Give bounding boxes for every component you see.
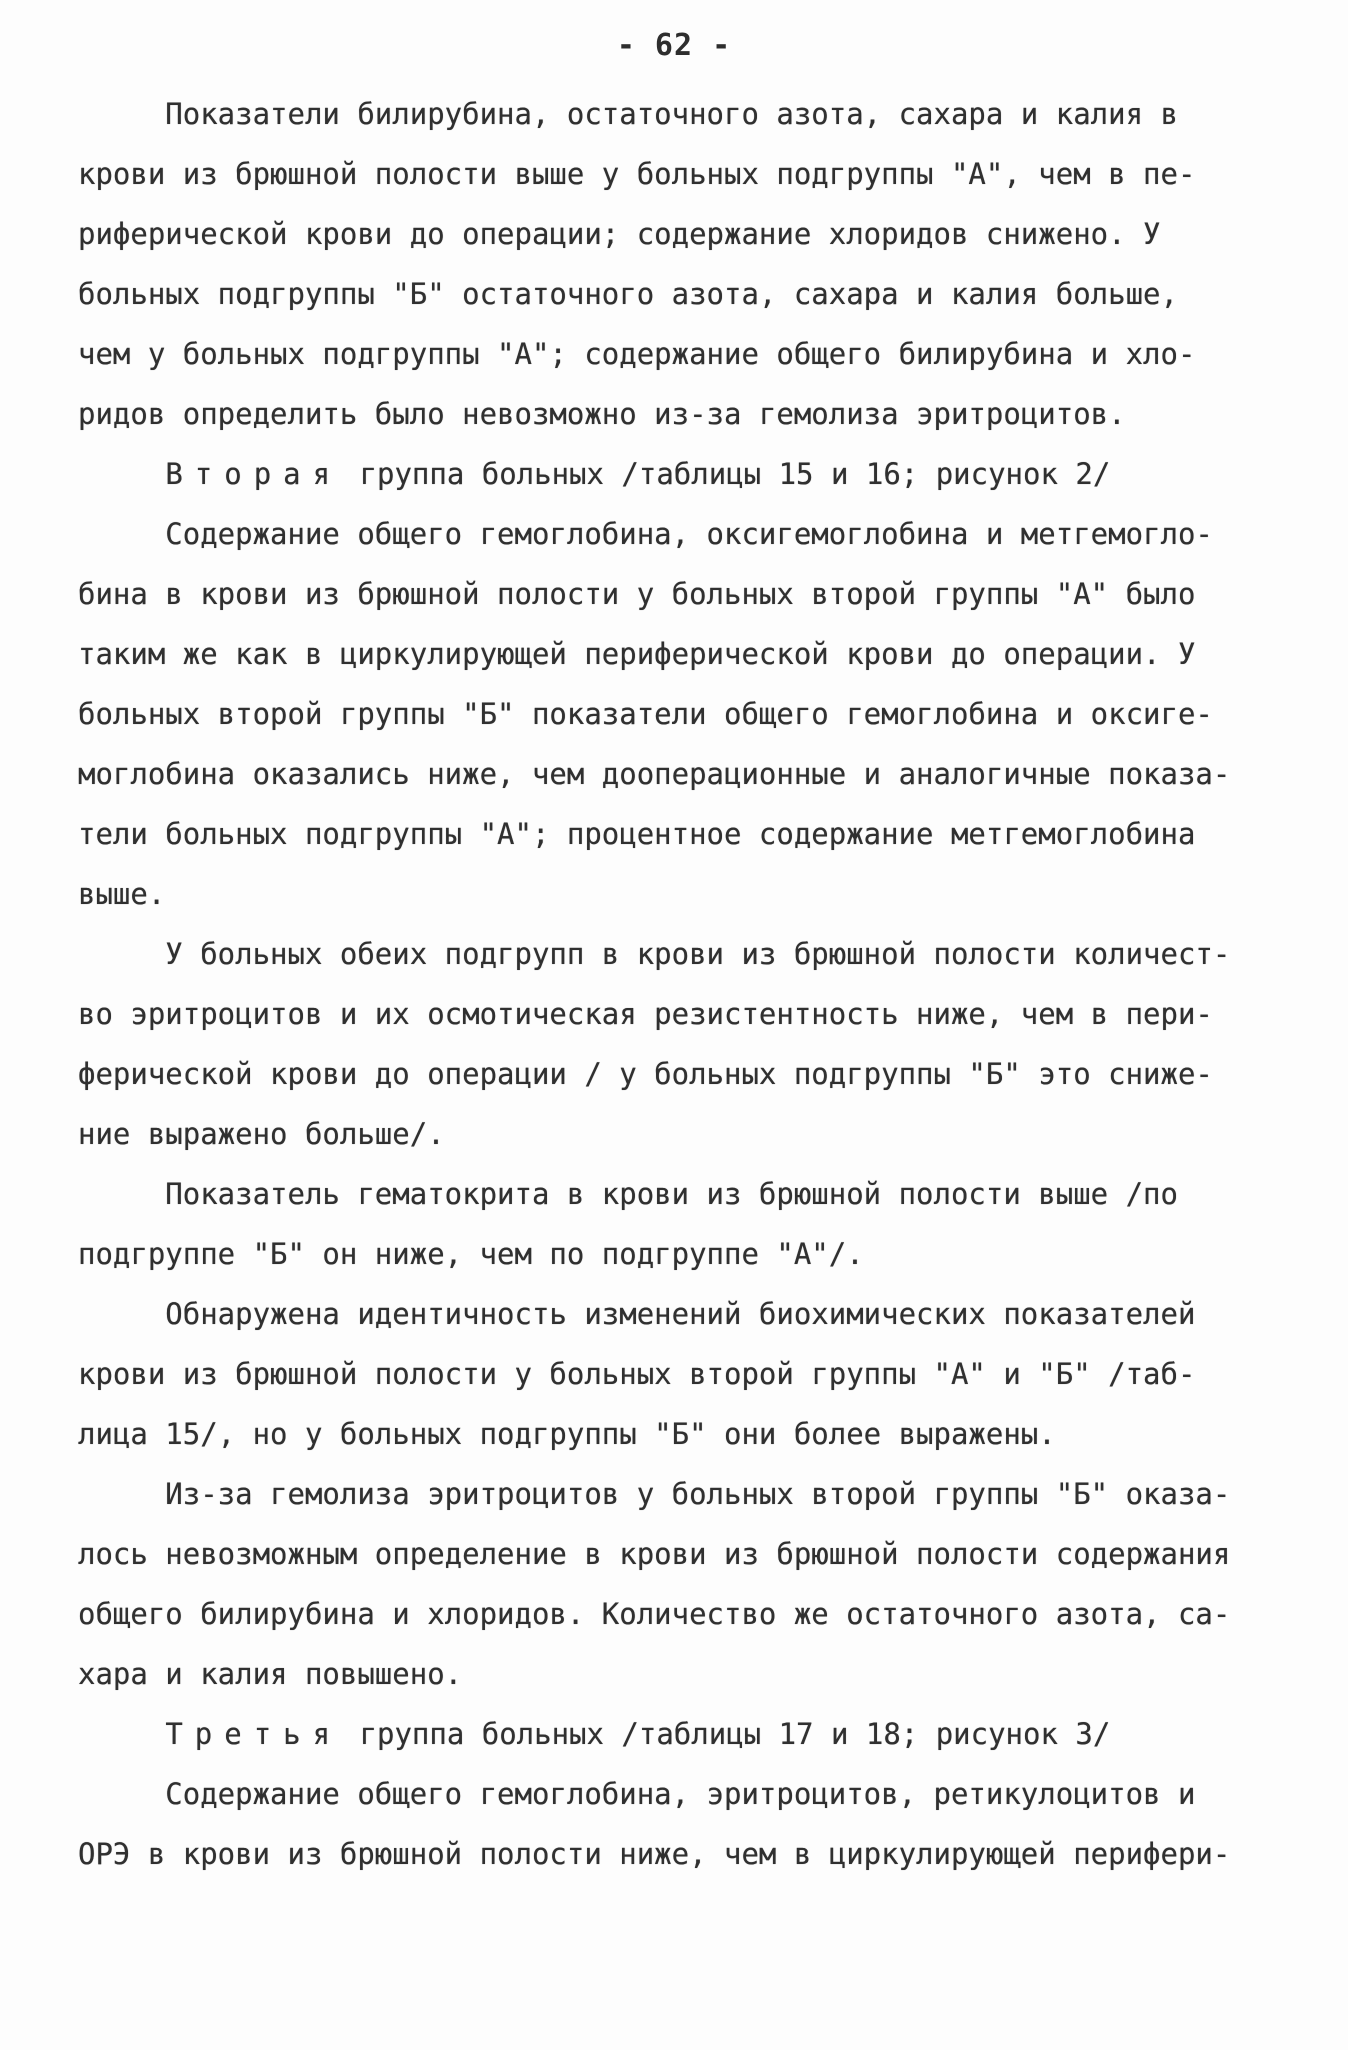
text-line: Обнаружена идентичность изменений биохимических показателей [78,1297,1196,1331]
text-line: моглобина оказались ниже, чем дооперационные и аналогичные показа- [78,757,1231,791]
text-line: Показатель гематокрита в крови из брюшной полости выше /по [78,1177,1178,1211]
text-line: риферической крови до операции; содержание хлоридов снижено. У [78,217,1161,251]
text-line: хара и калия повышено. [78,1657,463,1691]
text-line: Содержание общего гемоглобина, эритроцитов, ретикулоцитов и [78,1777,1196,1811]
text-line: лица 15/, но у больных подгруппы "Б" они более выражены. [78,1417,1056,1451]
text-line: Из-за гемолиза эритроцитов у больных второй группы "Б" оказа- [78,1477,1231,1511]
body-text [78,84,1278,1884]
text-line: подгруппе "Б" он ниже, чем по подгруппе "А"/. [78,1237,864,1271]
text-line: ние выражено больше/. [78,1117,445,1151]
section-heading-second-group: Вторая группа больных /таблицы 15 и 16; рисунок 2/ [165,457,1111,491]
text-line: выше. [78,877,166,911]
page-number: - 62 - [616,28,732,63]
text-line: общего билирубина и хлоридов. Количество же остаточного азота, са- [78,1597,1231,1631]
text-line: ридов определить было невозможно из-за гемолиза эритроцитов. [78,397,1126,431]
text-line: Показатели билирубина, остаточного азота, сахара и калия в [78,97,1178,131]
text-line: тели больных подгруппы "А"; процентное содержание метгемоглобина [78,817,1196,851]
text-line: ферической крови до операции / у больных подгруппы "Б" это сниже- [78,1057,1213,1091]
text-line: таким же как в циркулирующей периферической крови до операции. У [78,637,1196,671]
text-line: чем у больных подгруппы "А"; содержание общего билирубина и хло- [78,337,1196,371]
text-line: Содержание общего гемоглобина, оксигемоглобина и метгемогло- [78,517,1213,551]
text-line: У больных обеих подгрупп в крови из брюшной полости количест- [78,937,1231,971]
text-line: во эритроцитов и их осмотическая резистентность ниже, чем в пери- [78,997,1213,1031]
text-line: лось невозможным определение в крови из брюшной полости содержания [78,1537,1231,1571]
text-line: крови из брюшной полости выше у больных подгруппы "А", чем в пе- [78,157,1196,191]
text-line: больных второй группы "Б" показатели общего гемоглобина и оксиге- [78,697,1213,731]
text-line: больных подгруппы "Б" остаточного азота, сахара и калия больше, [78,277,1178,311]
section-heading-third-group: Третья группа больных /таблицы 17 и 18; рисунок 3/ [165,1717,1111,1751]
text-line: ОРЭ в крови из брюшной полости ниже, чем в циркулирующей перифери- [78,1837,1231,1871]
text-line: крови из брюшной полости у больных второй группы "А" и "Б" /таб- [78,1357,1196,1391]
text-line: бина в крови из брюшной полости у больных второй группы "А" было [78,577,1196,611]
